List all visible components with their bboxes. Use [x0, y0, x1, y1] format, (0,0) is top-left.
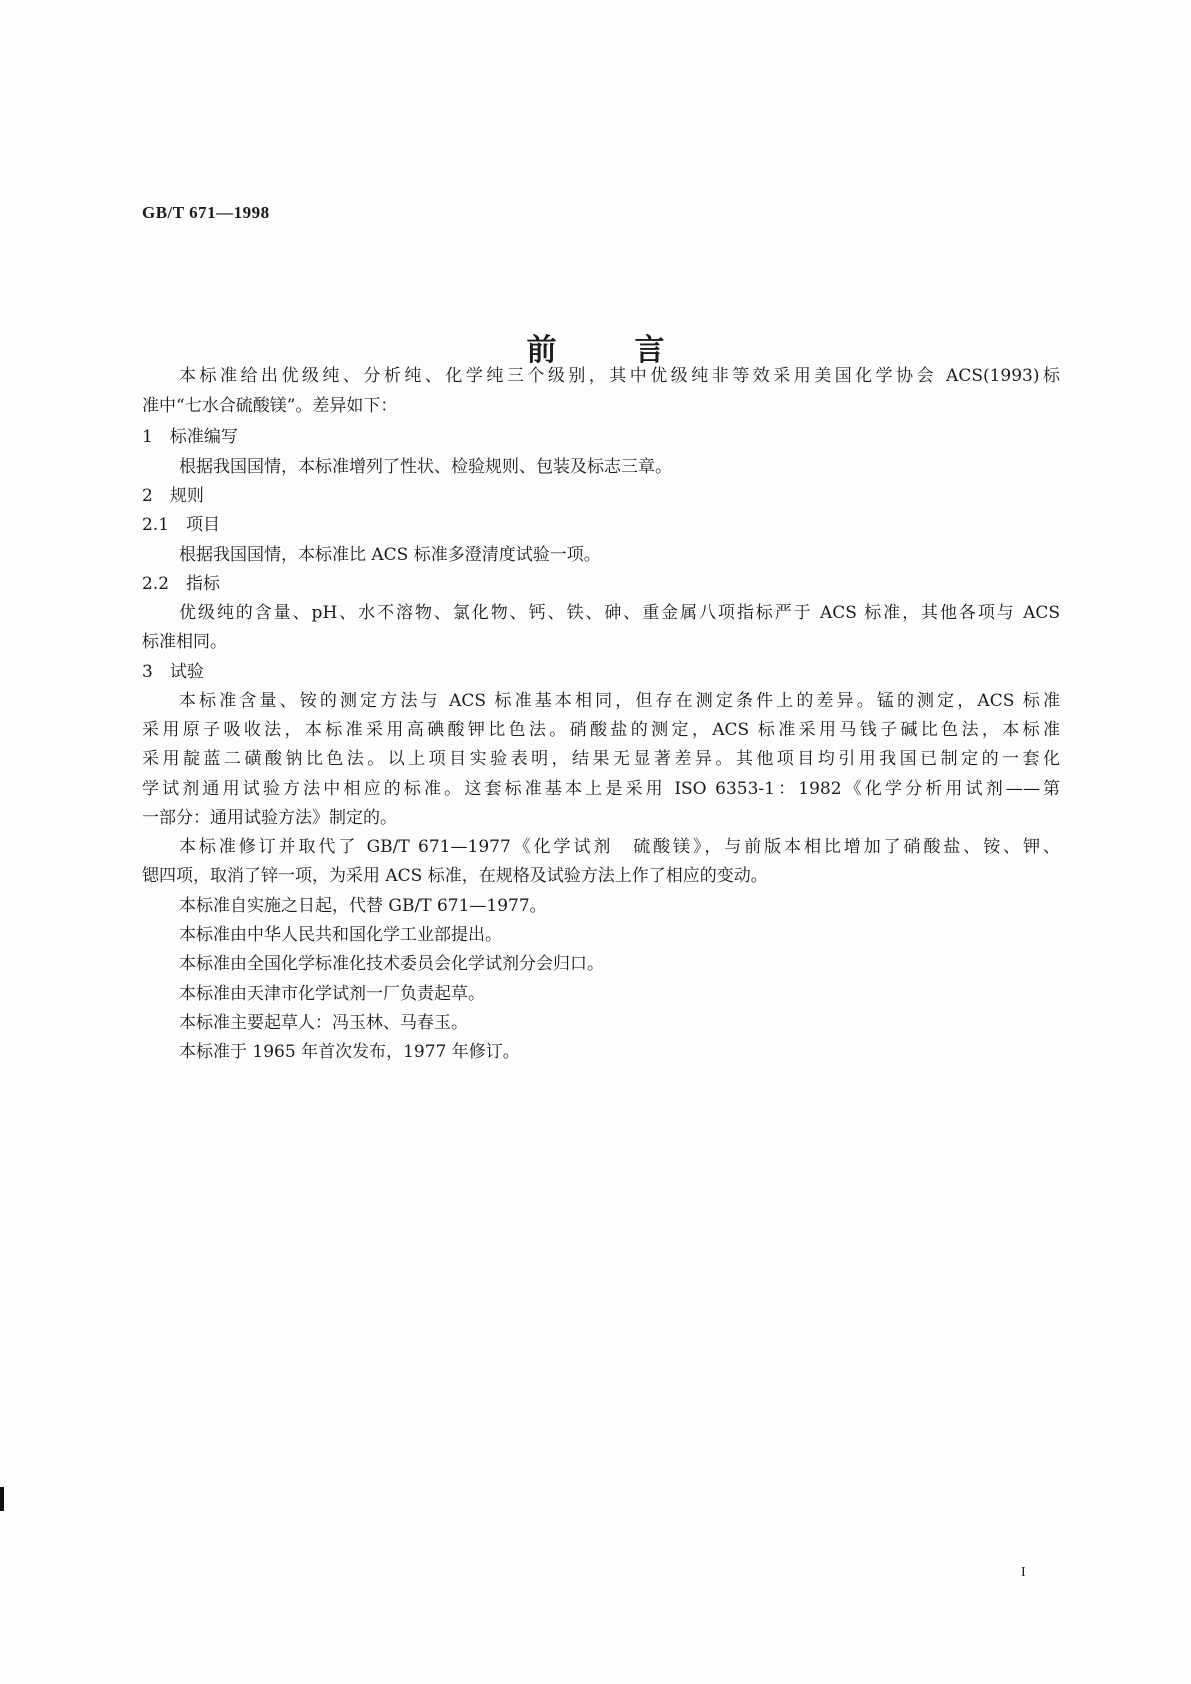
paragraph-line: 根据我国国情，本标准比 ACS 标准多澄清度试验一项。	[179, 545, 601, 565]
paragraph-line: 一部分：通用试验方法》制定的。	[142, 808, 397, 828]
paragraph-line: 准中“七水合硫酸镁”。差异如下：	[142, 396, 398, 416]
paragraph-line: 锶四项，取消了锌一项，为采用 ACS 标准，在规格及试验方法上作了相应的变动。	[142, 866, 768, 886]
paragraph-line: 本标准由天津市化学试剂一厂负责起草。	[179, 984, 485, 1004]
standard-code: GB/T 671—1998	[142, 203, 270, 222]
section-heading-2: 2 规则	[142, 486, 204, 506]
paragraph-line: 本标准于 1965 年首次发布，1977 年修订。	[179, 1042, 520, 1062]
paragraph-line: 本标准由中华人民共和国化学工业部提出。	[179, 925, 502, 945]
paragraph-line: 学试剂通用试验方法中相应的标准。这套标准基本上是采用 ISO 6353-1：1982《化学分析用试剂——第	[142, 779, 1060, 799]
binding-mark	[0, 1487, 4, 1511]
paragraph-line: 本标准自实施之日起，代替 GB/T 671—1977。	[179, 896, 547, 916]
section-heading-3: 3 试验	[142, 662, 204, 682]
paragraph-line: 本标准给出优级纯、分析纯、化学纯三个级别，其中优级纯非等效采用美国化学协会 ACS(1993)标	[179, 366, 1060, 386]
section-heading-2-2: 2.2 指标	[142, 574, 221, 594]
paragraph-line: 优级纯的含量、pH、水不溶物、氯化物、钙、铁、砷、重金属八项指标严于 ACS 标准，其他各项与 ACS	[179, 603, 1060, 623]
paragraph-line: 本标准主要起草人：冯玉林、马春玉。	[179, 1013, 468, 1033]
paragraph-line: 采用原子吸收法，本标准采用高碘酸钾比色法。硝酸盐的测定，ACS 标准采用马钱子碱比色法，本标准	[142, 720, 1060, 740]
paragraph-line: 采用靛蓝二磺酸钠比色法。以上项目实验表明，结果无显著差异。其他项目均引用我国已制定的一套化	[142, 749, 1060, 769]
page-number: I	[1021, 1565, 1026, 1580]
page-title: 前言	[526, 333, 743, 368]
paragraph-line: 本标准含量、铵的测定方法与 ACS 标准基本相同，但存在测定条件上的差异。锰的测定，ACS 标准	[179, 691, 1060, 711]
paragraph-line: 本标准由全国化学标准化技术委员会化学试剂分会归口。	[179, 954, 604, 974]
paragraph-line: 本标准修订并取代了 GB/T 671—1977《化学试剂 硫酸镁》，与前版本相比增加了硝酸盐、铵、钾、	[179, 837, 1060, 857]
paragraph-line: 标准相同。	[142, 632, 227, 652]
section-heading-2-1: 2.1 项目	[142, 515, 221, 535]
section-heading-1: 1 标准编写	[142, 427, 238, 447]
paragraph-line: 根据我国国情，本标准增列了性状、检验规则、包装及标志三章。	[179, 457, 672, 477]
